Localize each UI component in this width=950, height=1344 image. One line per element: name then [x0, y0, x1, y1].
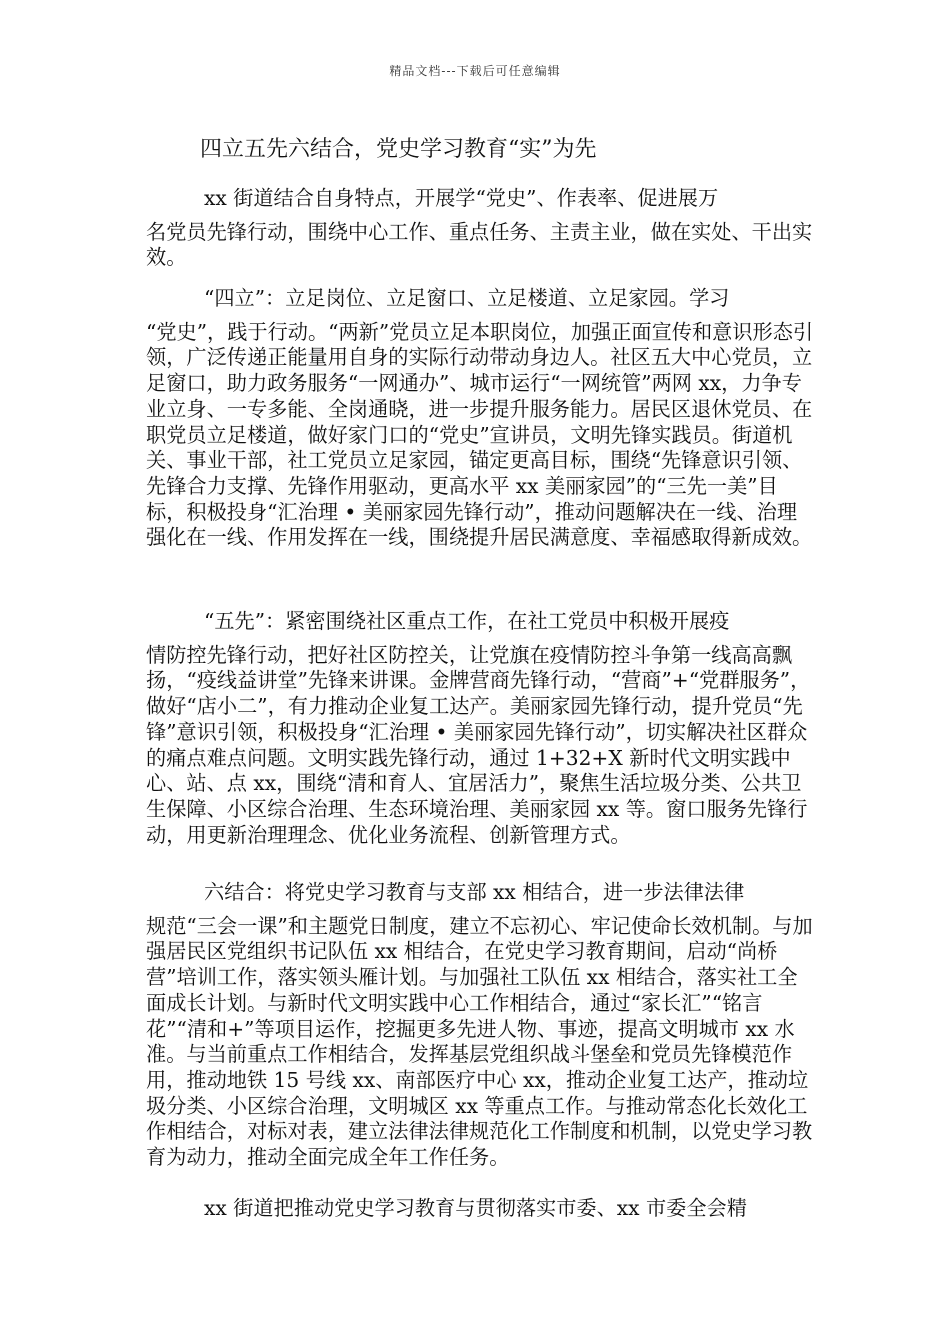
- paragraph-first-line: “五先”：紧密围绕社区重点工作，在社工党员中积极开展疫: [204, 609, 730, 633]
- paragraph-first-line: “四立”：立足岗位、立足窗口、立足楼道、立足家园。学习: [204, 286, 730, 310]
- paragraph-four-stand: [146, 286, 816, 551]
- paragraph-body: 名党员先锋行动，围绕中心工作、重点任务、主责主业，做在实处、干出实效。: [146, 219, 813, 270]
- paragraph-first-line: 六结合：将党史学习教育与支部 xx 相结合，进一步法律法律: [204, 880, 745, 904]
- paragraph-first-line: xx 街道结合自身特点，开展学“党史”、作表率、促进展万: [204, 186, 719, 210]
- paragraph-body: “党史”，践于行动。“两新”党员立足本职岗位，加强正面宣传和意识形态引领，广泛传递正能量用自身的实际行动带动身边人。社区五大中心党员，立足窗口，助力政务服务“一网通办”、城市运行“一网统管”两网 xx，力争专业立身、一专多能、全岗通晓，进一步提升服务能力。居民区退休党员、在职党员立足楼道，做好家门口的“党史”宣讲员，文明先锋实践员。街道机关、事业干部，社工党员立足家园，锚定更高目标，围绕“先锋意识引领、先锋合力支撑、先锋作用驱动，更高水平 xx 美丽家园”的“三先一美”目标，积极投身“汇治理 • 美丽家园先锋行动”，推动问题解决在一线、治理强化在一线、作用发挥在一线，围绕提升居民满意度、幸福感取得新成效。: [146, 319, 814, 550]
- document-title: 四立五先六结合，党史学习教育“实”为先: [200, 137, 597, 162]
- paragraph-six-combine: [146, 880, 816, 1171]
- paragraph-intro: [146, 186, 816, 271]
- paragraph-closing: [146, 1196, 816, 1222]
- paragraph-body: 情防控先锋行动，把好社区防控关，让党旗在疫情防控斗争第一线高高飘扬，“疫线益讲堂”先锋来讲课。金牌营商先锋行动，“营商”+“党群服务”，做好“店小二”，有力推动企业复工达产。美丽家园先锋行动，提升党员“先锋”意识引领，积极投身“汇治理 • 美丽家园先锋行动”，切实解决社区群众的痛点难点问题。文明实践先锋行动，通过 1+32+X 新时代文明实践中心、站、点 xx，围绕“清和育人、宜居活力”，聚焦生活垃圾分类、公共卫生保障、小区综合治理、生态环境治理、美丽家园 xx 等。窗口服务先锋行动，用更新治理理念、优化业务流程、创新管理方式。: [146, 642, 811, 847]
- page-header: 精品文档---下载后可任意编辑: [389, 64, 561, 78]
- paragraph-body: 规范“三会一课”和主题党日制度，建立不忘初心、牢记使命长效机制。与加强居民区党组织书记队伍 xx 相结合，在党史学习教育期间，启动“尚桥营”培训工作，落实领头雁计划。与加强社工队伍 xx 相结合，落实社工全面成长计划。与新时代文明实践中心工作相结合，通过“家长汇”“铭言花”“清和+”等项目运作，挖掘更多先进人物、事迹，提高文明城市 xx 水准。与当前重点工作相结合，发挥基层党组织战斗堡垒和党员先锋模范作用，推动地铁 15 号线 xx、南部医疗中心 xx，推动企业复工达产，推动垃圾分类、小区综合治理，文明城区 xx 等重点工作。与推动常态化长效化工作相结合，对标对表，建立法律法律规范化工作制度和机制，以党史学习教育为动力，推动全面完成全年工作任务。: [146, 913, 813, 1170]
- paragraph-first-line: xx 街道把推动党史学习教育与贯彻落实市委、xx 市委全会精: [204, 1196, 747, 1220]
- paragraph-five-first: [146, 609, 816, 848]
